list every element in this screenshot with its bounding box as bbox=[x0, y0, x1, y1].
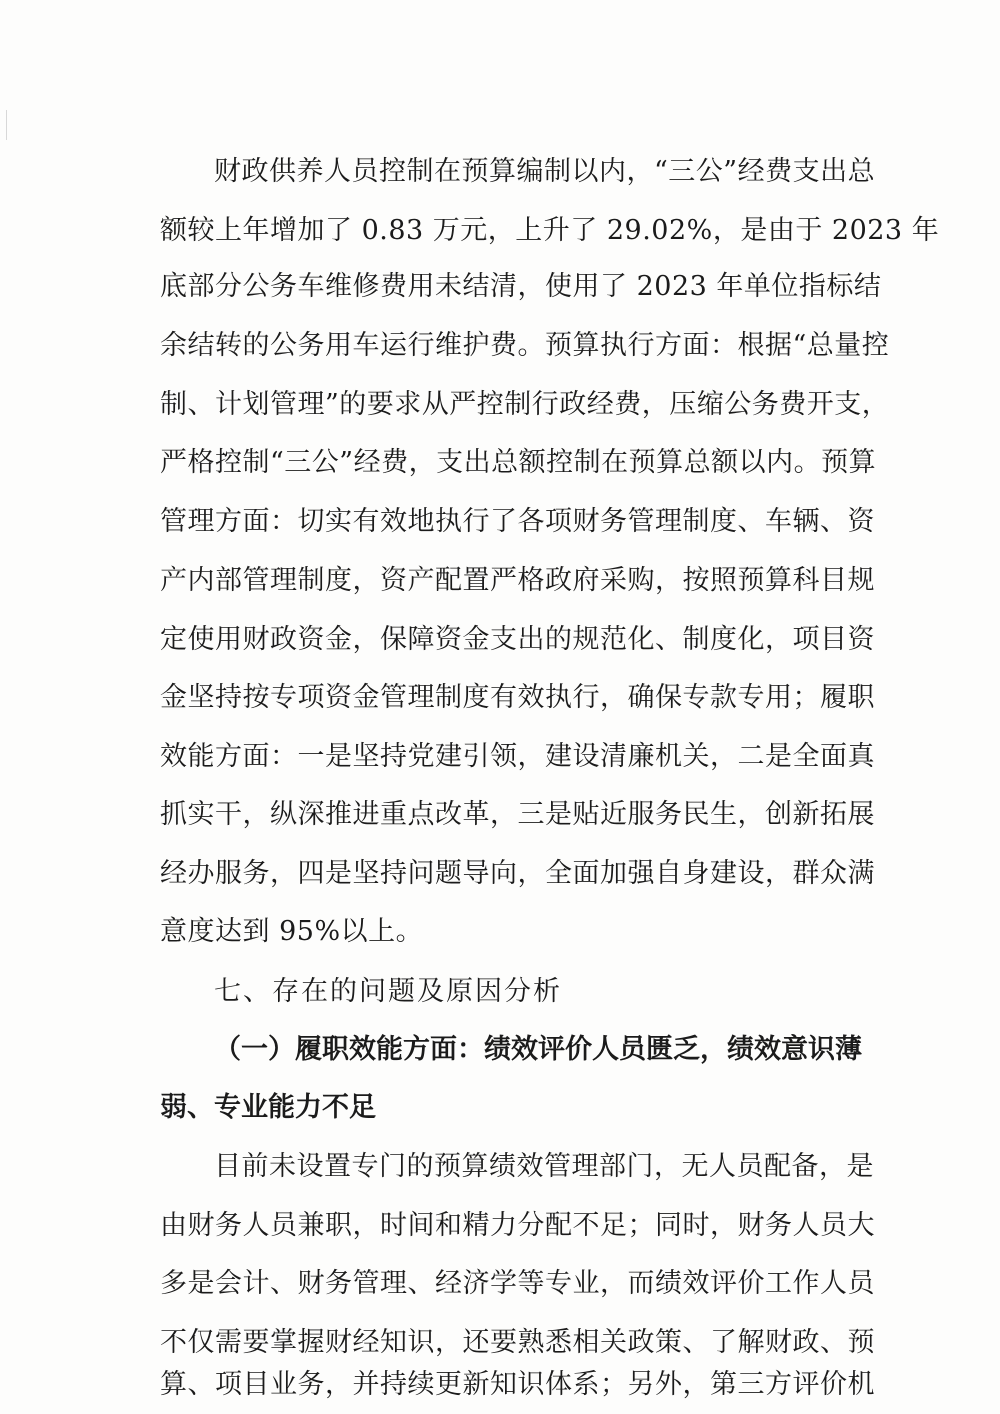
subsection-heading-line: 弱、专业能力不足 bbox=[160, 1092, 376, 1123]
paragraph1-line: 严格控制“三公”经费，支出总额控制在预算总额以内。预算 bbox=[160, 447, 877, 478]
paragraph1-line: 效能方面：一是坚持党建引领，建设清廉机关，二是全面真 bbox=[160, 741, 875, 772]
paragraph1-line: 意度达到 95%以上。 bbox=[160, 916, 424, 947]
paragraph2-line: 算、项目业务，并持续更新知识体系；另外，第三方评价机 bbox=[160, 1369, 875, 1400]
paragraph1-line: 底部分公务车维修费用未结清，使用了 2023 年单位指标结 bbox=[160, 271, 882, 302]
subsection-heading-line: （一）履职效能方面：绩效评价人员匮乏，绩效意识薄 bbox=[214, 1034, 862, 1065]
paragraph1-line: 额较上年增加了 0.83 万元，上升了 29.02%，是由于 2023 年 bbox=[160, 215, 940, 246]
paragraph1-line: 经办服务，四是坚持问题导向，全面加强自身建设，群众满 bbox=[160, 858, 875, 889]
paragraph1-line: 金坚持按专项资金管理制度有效执行，确保专款专用；履职 bbox=[160, 682, 875, 713]
paragraph1-line: 制、计划管理”的要求从严控制行政经费，压缩公务费开支， bbox=[160, 389, 890, 420]
paragraph2-line: 由财务人员兼职，时间和精力分配不足；同时，财务人员大 bbox=[160, 1210, 875, 1241]
paragraph1-line: 财政供养人员控制在预算编制以内，“三公”经费支出总 bbox=[214, 156, 876, 187]
paragraph2-line: 不仅需要掌握财经知识，还要熟悉相关政策、了解财政、预 bbox=[160, 1327, 875, 1358]
paragraph1-line: 定使用财政资金，保障资金支出的规范化、制度化，项目资 bbox=[160, 624, 875, 655]
scan-edge-mark bbox=[6, 110, 7, 140]
paragraph1-line: 余结转的公务用车运行维护费。预算执行方面：根据“总量控 bbox=[160, 330, 890, 361]
paragraph1-line: 抓实干，纵深推进重点改革，三是贴近服务民生，创新拓展 bbox=[160, 799, 875, 830]
paragraph2-line: 目前未设置专门的预算绩效管理部门，无人员配备，是 bbox=[214, 1151, 874, 1182]
section-heading: 七、存在的问题及原因分析 bbox=[214, 976, 562, 1007]
paragraph2-line: 多是会计、财务管理、经济学等专业，而绩效评价工作人员 bbox=[160, 1268, 875, 1299]
paragraph1-line: 管理方面：切实有效地执行了各项财务管理制度、车辆、资 bbox=[160, 506, 875, 537]
paragraph1-line: 产内部管理制度，资产配置严格政府采购，按照预算科目规 bbox=[160, 565, 875, 596]
